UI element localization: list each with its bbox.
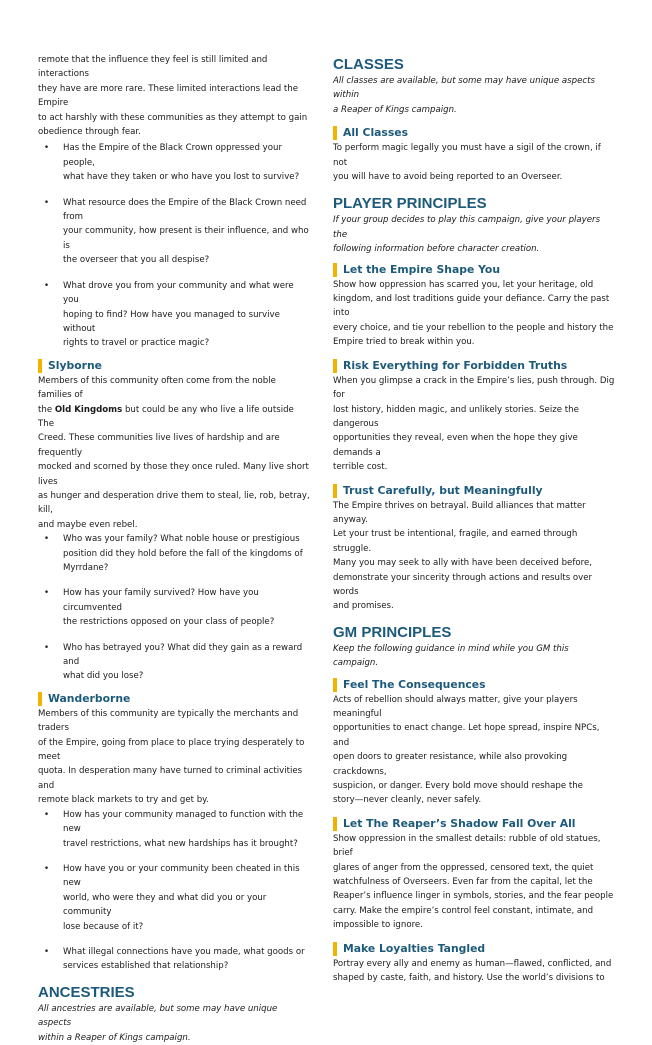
feel-heading: Feel The Consequences (333, 677, 615, 693)
list-item: • How has your community managed to function with the new travel restrictions, what new hardships has it brought? (38, 808, 310, 851)
list-item: • Who has betrayed you? What did they gain as a reward and what did you lose? (38, 641, 310, 684)
list-item: • How have you or your community been cheated in this new world, who were they and what did you or your community lose because of it? (38, 862, 310, 934)
accent-bar (333, 817, 337, 831)
ancestries-heading: ANCESTRIES (38, 983, 135, 1001)
old-kingdoms-term: Old Kingdoms (54, 404, 123, 415)
list-item: • How has your family survived? How have you circumvented the restrictions opposed on your class of people? (38, 586, 310, 629)
tangled-heading: Make Loyalties Tangled (333, 941, 615, 957)
accent-bar (333, 484, 337, 498)
trust-paragraph: The Empire thrives on betrayal. Build alliances that matter anyway. Let your trust be intentional, fragile, and earned through struggle. Many you may seek to ally with have been deceived before, demonstrate your sincerity through actions and results over words and promises. (333, 500, 593, 612)
list-item: • What illegal connections have you made, what goods or services established that relationship? (38, 945, 310, 974)
shadow-heading: Let The Reaper’s Shadow Fall Over All (333, 816, 615, 832)
right-column (333, 0, 615, 986)
intro-paragraph: remote that the influence they feel is still limited and interactions they have are more rare. These limited interactions lead the Empire to act harshly with these communities as they attempt to gain obedience through fear. (38, 55, 308, 138)
empire-shape-heading: Let the Empire Shape You (333, 262, 615, 278)
list-item: • Who was your family? What noble house or prestigious position did they hold before the fall of the kingdoms of Myrrdane? (38, 532, 310, 575)
list-item: • Has the Empire of the Black Crown oppressed your people, what have they taken or who have you lost to survive? (38, 141, 310, 184)
trust-heading: Trust Carefully, but Meaningfully (333, 483, 615, 499)
classes-heading: CLASSES (333, 56, 404, 73)
accent-bar (333, 942, 337, 956)
wanderborne-paragraph: Members of this community are typically the merchants and traders of the Empire, going from place to place trying desperately to meet quota. In desperation many have turned to criminal activities and remote black markets to try and get by. (38, 708, 305, 806)
slyborne-heading: Slyborne (38, 358, 310, 374)
list-item: • What drove you from your community and what were you hoping to find? How have you managed to survive without rights to travel or practice magic? (38, 279, 310, 351)
gm-principles-paragraph: Keep the following guidance in mind while you GM this campaign. (333, 643, 569, 669)
accent-bar (333, 263, 337, 277)
accent-bar (38, 359, 42, 373)
classes-paragraph: All classes are available, but some may have unique aspects within a Reaper of Kings campaign. (333, 76, 595, 115)
all-classes-paragraph: To perform magic legally you must have a sigil of the crown, if not you will have to avoid being reported to an Overseer. (333, 143, 601, 183)
all-classes-heading: All Classes (333, 125, 615, 141)
list-item: • What resource does the Empire of the Black Crown need from your community, how present is their influence, and who is the overseer that you all despise? (38, 196, 310, 268)
accent-bar (333, 359, 337, 373)
tangled-paragraph: Portray every ally and enemy as human—flawed, conflicted, and shaped by caste, faith, and history. Use the world’s divisions to (333, 958, 612, 984)
slyborne-paragraph: Members of this community often come from the noble families of the Old Kingdoms but could be any who live a life outside The Creed. These communities live lives of hardship and are frequently mocked and scorned by those they once ruled. Many live short lives as hunger and desperation drive them to steal, lie, rob, betray, kill, and maybe even rebel. (38, 375, 310, 530)
gm-principles-heading: GM PRINCIPLES (333, 623, 452, 641)
shadow-paragraph: Show oppression in the smallest details: rubble of old statues, brief glares of anger from the oppressed, censored text, the quiet watchfulness of Overseers. Even far from the capital, let the Reaper’s influence linger in symbols, stories, and the fear people carry. Make the empire’s control feel constant, intimate, and impossible to ignore. (333, 833, 614, 931)
risk-heading: Risk Everything for Forbidden Truths (333, 358, 615, 374)
accent-bar (333, 126, 337, 140)
feel-paragraph: Acts of rebellion should always matter, give your players meaningful opportunities to enact change. Let hope spread, inspire NPCs, and open doors to greater resistance, while also provoking crackdowns, suspicion, or danger. Every bold move should reshape the story—never cleanly, never safely. (333, 694, 600, 806)
accent-bar (333, 678, 337, 692)
risk-paragraph: When you glimpse a crack in the Empire’s lies, push through. Dig for lost history, hidden magic, and unlikely stories. Seize the dangerous opportunities they reveal, even when the hope they give demands a terrible cost. (333, 375, 615, 473)
player-principles-paragraph: If your group decides to play this campaign, give your players the following information before character creation. (333, 215, 601, 255)
ancestries-paragraph: All ancestries are available, but some may have unique aspects within a Reaper of Kings campaign. (38, 1003, 278, 1043)
player-principles-heading: PLAYER PRINCIPLES (333, 195, 487, 213)
wanderborne-heading: Wanderborne (38, 691, 310, 707)
accent-bar (38, 692, 42, 706)
left-column (38, 0, 310, 1045)
empire-shape-paragraph: Show how oppression has scarred you, let your heritage, old kingdom, and lost traditions guide your defiance. Carry the past into every choice, and tie your rebellion to the people and history the Empire tried to break within you. (333, 279, 614, 348)
